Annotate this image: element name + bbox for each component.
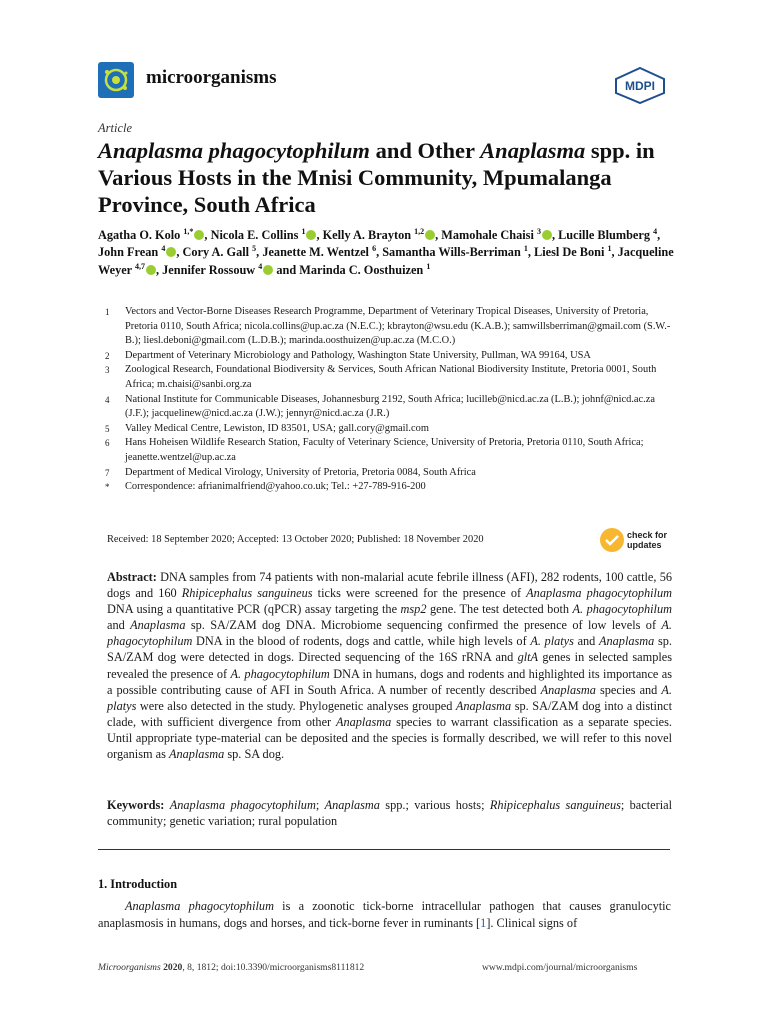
text-segment: ; bacterial community; genetic variation; rural population bbox=[107, 798, 672, 829]
affiliation-text: Valley Medical Centre, Lewiston, ID 83501, USA; gall.cory@gmail.com bbox=[125, 422, 429, 434]
text-segment: spp.; various hosts; bbox=[379, 798, 490, 812]
abstract-label: Abstract: bbox=[107, 570, 157, 584]
affiliation-item bbox=[98, 466, 678, 481]
author-name: Samantha Wills-Berriman bbox=[382, 245, 521, 260]
text-segment: Anaplasma phagocytophilum bbox=[169, 798, 316, 812]
affiliation-number: 4 bbox=[105, 394, 110, 405]
author-name: Lucille Blumberg bbox=[558, 228, 650, 242]
author-name: Jennifer Rossouw bbox=[162, 262, 256, 277]
intro-paragraph bbox=[98, 898, 671, 931]
publication-dates: Received: 18 September 2020; Accepted: 13 October 2020; Published: 18 November 2020 bbox=[107, 534, 484, 545]
text-segment: msp2 bbox=[400, 602, 427, 617]
text-segment: DNA samples from 74 patients with non-malarial acute febrile illness (AFI), 282 rodents, 100 cattle, 56 dogs and 160 bbox=[107, 570, 672, 601]
text-segment: is a zoonotic tick-borne intracellular pathogen that causes granulocytic anaplasmosis in humans, dogs and horses, and tick-borne fever in ruminants [ bbox=[98, 899, 672, 930]
section-heading: 1. Introduction bbox=[98, 877, 178, 891]
text-segment: sp. SA dog. bbox=[224, 747, 285, 762]
author-name: Cory A. Gall bbox=[182, 245, 250, 260]
affiliation-number: 7 bbox=[105, 467, 110, 478]
text-segment: species to warrant classification as a separate species. Until appropriate type-material can be deposited and the species is formally described, we will refer to this novel organism as bbox=[107, 714, 672, 762]
text-segment: DNA in humans, dogs and rodents and highlighted its importance as a possible contributing cause of AFI in South Africa. A number of recently described bbox=[107, 666, 672, 697]
text-segment: A. phagocytophilum bbox=[572, 602, 672, 617]
journal-name: microorganisms bbox=[146, 67, 277, 88]
text-segment: Rhipicephalus sanguineus bbox=[489, 798, 621, 812]
article-title: Anaplasma phagocytophilum and Other Anaplasma spp. in Various Hosts in the Mnisi Community, Mpumalanga Province, South Africa bbox=[98, 138, 655, 217]
author-affiliation-marker: 4,7 bbox=[135, 261, 145, 271]
text-segment: Rhipicephalus sanguineus bbox=[181, 586, 313, 601]
affiliation-number: 2 bbox=[105, 350, 110, 361]
text-segment: gene. The test detected both bbox=[426, 602, 573, 617]
citation-link[interactable]: 1 bbox=[480, 915, 487, 930]
text-segment: species and bbox=[595, 682, 662, 697]
affiliation-text: Zoological Research, Foundational Biodiversity & Services, South African National Biodiversity Institute, Pretoria 0001, South Africa; m.chaisi@sanbi.org.za bbox=[125, 364, 657, 390]
text-segment: Anaplasma phagocytophilum bbox=[125, 899, 274, 913]
orcid-icon[interactable] bbox=[166, 247, 176, 257]
author-affiliation-marker: 4 bbox=[653, 226, 658, 236]
affiliation-item bbox=[98, 363, 678, 392]
author-name: Jacqueline Weyer bbox=[98, 245, 674, 277]
abstract-body bbox=[107, 570, 672, 761]
affiliation-item bbox=[98, 305, 678, 349]
affiliation-text: Vectors and Vector-Borne Diseases Research Programme, Department of Veterinary Tropical Diseases, University of Pretoria, Pretoria 0110, South Africa; nicola.collins@up.ac.za (N.E.C.); kbrayton@wsu.edu (K.A.B.); samwillsberriman@gmail.com (S.W.-B.); liesl.deboni@gmail.com (L.D.B.); marinda.oosthuizen@up.ac.za (M.C.O.) bbox=[125, 306, 671, 347]
affiliation-text: Correspondence: afrianimalfriend@yahoo.co.uk; Tel.: +27-789-916-200 bbox=[125, 481, 426, 493]
text-segment: ticks were screened for the presence of bbox=[312, 586, 527, 601]
affiliation-number: 6 bbox=[105, 438, 110, 449]
author-affiliation-marker: 1 bbox=[607, 244, 612, 254]
keywords-body bbox=[107, 798, 672, 828]
text-segment: were also detected in the study. Phylogenetic analyses grouped bbox=[136, 698, 456, 713]
author-affiliation-marker: 1 bbox=[426, 261, 431, 271]
text-segment: Anaplasma bbox=[540, 682, 596, 697]
text-segment: DNA in the blood of rodents, dogs and cattle, while high levels of bbox=[192, 634, 531, 649]
author-affiliation-marker: 1,2 bbox=[414, 226, 425, 236]
author-affiliation-marker: 1,* bbox=[183, 226, 194, 236]
author-conjunction: and bbox=[276, 262, 297, 277]
author-affiliation-marker: 5 bbox=[252, 244, 257, 254]
text-segment: gltA bbox=[517, 650, 539, 665]
keywords bbox=[107, 797, 672, 829]
affiliation-item bbox=[98, 436, 678, 465]
text-segment: Anaplasma phagocytophilum bbox=[526, 586, 672, 601]
author-name: Kelly A. Brayton bbox=[322, 228, 412, 242]
affiliation-item bbox=[98, 422, 678, 437]
orcid-icon[interactable] bbox=[194, 230, 204, 240]
orcid-icon[interactable] bbox=[542, 230, 552, 240]
author-name: Agatha O. Kolo bbox=[98, 228, 181, 242]
text-segment: and bbox=[107, 618, 131, 633]
author-list: Agatha O. Kolo $^{1,*}$ , Nicola E. Collins $^1$ , Kelly A. Brayton $^{1,2}$ , Mamohale Chaisi $^3$ , Lucille Blumberg $^4$, John Frean $^4$ , Cory A. Gall $^5$, Jeanette M. Wentzel $^6$, Samantha Wills-Berriman $^1$, Liesl De Boni $^1$, Jacqueline Weyer $^{4,7}$ , Jennifer Rossouw $^4$ and Marinda C. Oosthuizen $^1$ bbox=[98, 226, 674, 277]
section-divider bbox=[98, 849, 670, 850]
check-updates-icon bbox=[600, 528, 624, 552]
affiliation-text: Department of Veterinary Microbiology and Pathology, Washington State University, Pullman, WA 99164, USA bbox=[125, 349, 591, 361]
abstract bbox=[107, 569, 672, 762]
mdpi-logo bbox=[612, 66, 668, 104]
author-affiliation-marker: 1 bbox=[523, 244, 528, 254]
affiliation-text: Hans Hoheisen Wildlife Research Station, Faculty of Veterinary Science, University of Pretoria, Pretoria 0110, South Africa; jeanette.wentzel@up.ac.za bbox=[125, 437, 644, 463]
check-for-updates-button[interactable] bbox=[600, 528, 680, 552]
affiliation-number: 5 bbox=[105, 423, 110, 434]
author-name: Jeanette M. Wentzel bbox=[262, 245, 369, 260]
svg-text:MDPI: MDPI bbox=[625, 79, 655, 93]
footer-url[interactable]: www.mdpi.com/journal/microorganisms bbox=[482, 962, 638, 973]
text-segment: and bbox=[573, 634, 599, 649]
journal-logo bbox=[98, 62, 134, 98]
text-segment: Anaplasma bbox=[168, 747, 225, 762]
text-segment: ]. Clinical signs of bbox=[486, 915, 578, 930]
orcid-icon[interactable] bbox=[306, 230, 316, 240]
affiliation-text: Department of Medical Virology, University of Pretoria, Pretoria 0084, South Africa bbox=[125, 466, 476, 478]
text-segment: sp. SA/ZAM dog DNA. Microbiome sequencing confirmed the presence of low levels of bbox=[185, 618, 662, 633]
text-segment: ; bbox=[315, 798, 325, 812]
text-segment: DNA using a quantitative PCR (qPCR) assay targeting the bbox=[107, 602, 401, 617]
orcid-icon[interactable] bbox=[425, 230, 435, 240]
affiliation-item bbox=[98, 480, 678, 495]
text-segment: Anaplasma bbox=[455, 698, 512, 713]
author-affiliation-marker: 6 bbox=[372, 244, 377, 254]
text-segment: A. phagocytophilum bbox=[230, 666, 330, 681]
author-name: Marinda C. Oosthuizen bbox=[299, 262, 424, 277]
author-name: John Frean bbox=[98, 245, 159, 260]
affiliation-item bbox=[98, 393, 678, 422]
author-name: Nicola E. Collins bbox=[210, 228, 299, 242]
text-segment: sp. SA/ZAM dog into a distinct clade, with sufficient divergence from other bbox=[107, 698, 672, 729]
author-affiliation-marker: 4 bbox=[161, 244, 166, 254]
text-segment: A. phagocytophilum bbox=[107, 618, 672, 649]
keywords-label: Keywords: bbox=[107, 798, 165, 812]
text-segment: Anaplasma bbox=[324, 798, 380, 812]
affiliation-item bbox=[98, 349, 678, 364]
text-segment: A. platys bbox=[530, 634, 574, 649]
affiliation-list bbox=[98, 305, 678, 495]
author-affiliation-marker: 3 bbox=[536, 226, 541, 236]
author-affiliation-marker: 4 bbox=[258, 261, 263, 271]
text-segment: Anaplasma bbox=[130, 618, 186, 633]
footer-citation: Microorganisms 2020, 8, 1812; doi:10.3390/microorganisms8111812 bbox=[98, 962, 365, 973]
author-name: Liesl De Boni bbox=[534, 245, 605, 260]
affiliation-number: 1 bbox=[105, 307, 110, 317]
article-type: Article bbox=[98, 121, 133, 135]
text-segment: sp. SA/ZAM dog were detected in dogs. Directed sequencing of the 16S rRNA and bbox=[107, 634, 672, 665]
affiliation-text: National Institute for Communicable Diseases, Johannesburg 2192, South Africa; lucilleb@nicd.ac.za (L.B.); johnf@nicd.ac.za (J.F.); jacquelinew@nicd.ac.za (J.W.); jennyr@nicd.ac.za (J.R.) bbox=[125, 393, 655, 420]
text-segment: Anaplasma bbox=[598, 634, 655, 649]
text-segment: Anaplasma bbox=[335, 714, 392, 729]
text-segment: genes in selected samples revealed the presence of bbox=[107, 650, 673, 681]
author-affiliation-marker: 1 bbox=[301, 226, 306, 236]
orcid-icon[interactable] bbox=[146, 265, 156, 275]
orcid-icon[interactable] bbox=[263, 265, 273, 275]
affiliation-number: 3 bbox=[105, 365, 110, 376]
affiliation-number: * bbox=[105, 482, 110, 493]
check-updates-label: check for updates bbox=[627, 530, 668, 550]
text-segment: A. platys bbox=[107, 682, 672, 713]
author-name: Mamohale Chaisi bbox=[441, 228, 534, 242]
